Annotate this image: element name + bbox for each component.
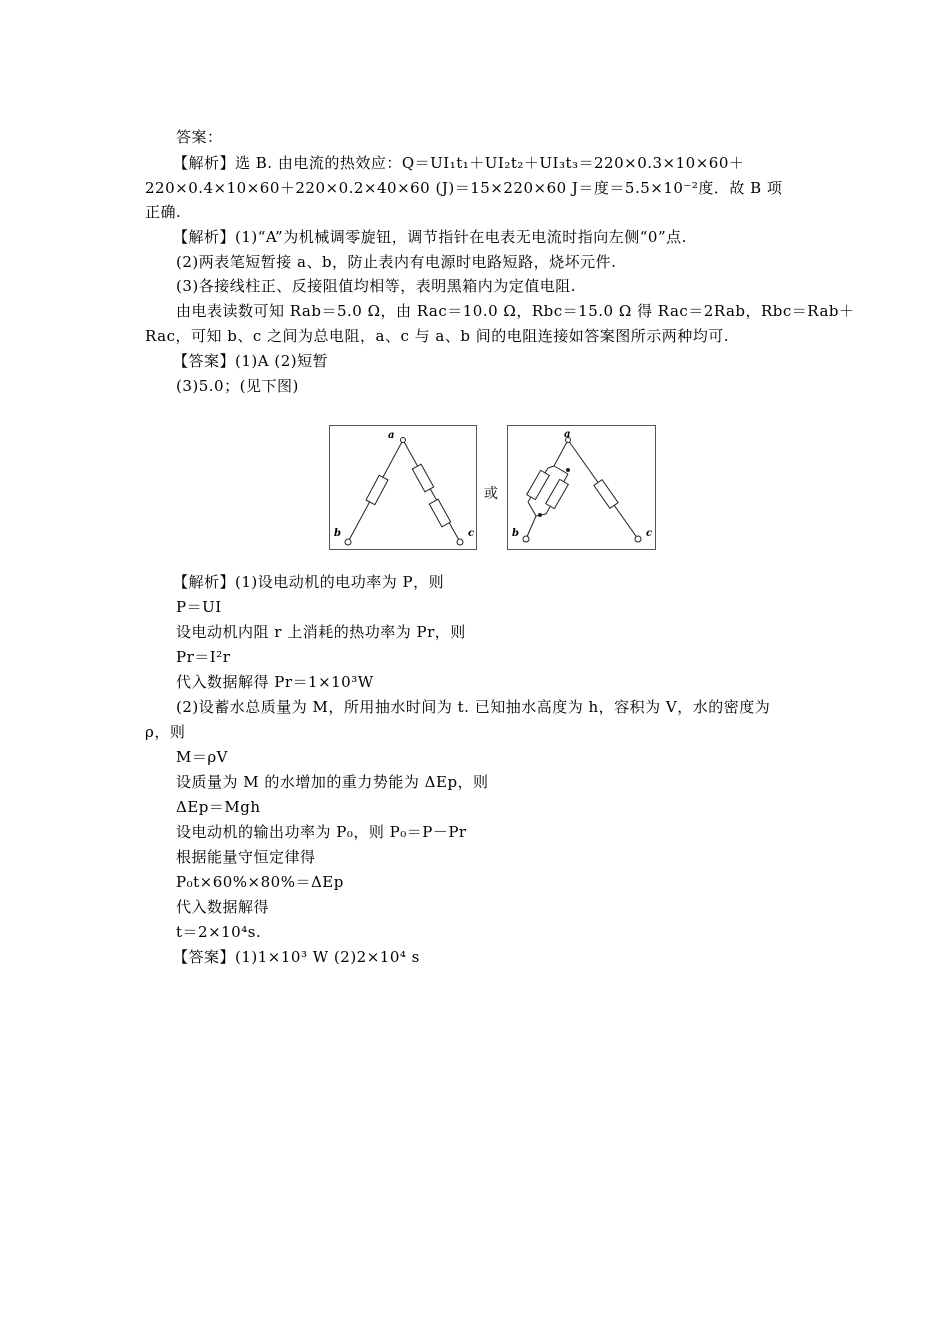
analysis-label: 【解析】: [173, 228, 236, 246]
answer-label: 【答案】: [173, 948, 236, 966]
solution-3-line-8: M＝ρV: [176, 748, 229, 766]
node-a-label: a: [388, 430, 395, 441]
analysis-label: 【解析】: [173, 154, 236, 172]
solution-3-line-9: 设质量为 M 的水增加的重力势能为 ΔEp，则: [176, 773, 489, 791]
solution-3-line-15: t＝2×10⁴s.: [176, 923, 262, 941]
answer-2-text: (1)A (2)短暂: [235, 352, 329, 370]
solution-3-line-2: P＝UI: [176, 598, 222, 616]
solution-3-line-7: ρ，则: [145, 723, 186, 741]
solution-1-line-2: 220×0.4×10×60＋220×0.2×40×60 (J)＝15×220×60 J＝度＝5.5×10⁻²度．故 B 项: [145, 179, 783, 197]
solution-1-text: 选 B. 由电流的热效应：: [235, 154, 402, 172]
answer-label: 【答案】: [173, 352, 236, 370]
solution-3-text: (1)设电动机的电功率为 P，则: [235, 573, 445, 591]
solution-3-line-13: P₀t×60%×80%＝ΔEp: [176, 873, 344, 891]
answer-2-line-1: [173, 351, 328, 371]
node-b-label: b: [334, 528, 341, 539]
node-c-label: c: [468, 528, 475, 539]
circuit-diagram-right: [507, 425, 656, 550]
solution-3-line-11: 设电动机的输出功率为 P₀，则 P₀＝P－Pr: [176, 823, 467, 841]
or-label: 或: [484, 486, 498, 502]
solution-3-line-6: (2)设蓄水总质量为 M，所用抽水时间为 t. 已知抽水高度为 h，容积为 V，水的密度为: [176, 698, 771, 716]
solution-3-line-12: 根据能量守恒定律得: [176, 848, 316, 866]
answer-3-text: (1)1×10³ W (2)2×10⁴ s: [235, 948, 420, 966]
solution-3-line-5: 代入数据解得 Pr＝1×10³W: [176, 673, 374, 691]
solution-1-line-3: 正确.: [145, 203, 182, 221]
circuit-diagram-left: [329, 425, 477, 550]
solution-2-text: (1)“A”为机械调零旋钮，调节指针在电表无电流时指向左侧“0”点.: [235, 228, 687, 246]
solution-2-line-3: (3)各接线柱正、反接阻值均相等，表明黑箱内为定值电阻.: [176, 277, 577, 295]
solution-3-line-4: Pr＝I²r: [176, 648, 231, 666]
solution-2-line-4: 由电表读数可知 Rab＝5.0 Ω，由 Rac＝10.0 Ω，Rbc＝15.0 Ω 得 Rac＝2Rab，Rbc＝Rab＋: [176, 302, 855, 320]
answer-3-line: [173, 947, 420, 967]
node-a-label: a: [564, 429, 571, 440]
answer-header: 答案：: [176, 128, 223, 146]
node-b-label: b: [512, 528, 519, 539]
solution-2-line-5: Rac，可知 b、c 之间为总电阻，a、c 与 a、b 间的电阻连接如答案图所示两种均可.: [145, 327, 729, 345]
solution-3-line-10: ΔEp＝Mgh: [176, 798, 261, 816]
node-c-label: c: [646, 528, 653, 539]
solution-2-line-2: (2)两表笔短暂接 a、b，防止表内有电源时电路短路，烧坏元件.: [176, 253, 617, 271]
solution-3-line-14: 代入数据解得: [176, 898, 270, 916]
solution-2-line-1: [173, 227, 687, 247]
analysis-label: 【解析】: [173, 573, 236, 591]
solution-3-line-1: [173, 572, 444, 592]
solution-1-line-1: [173, 153, 744, 173]
solution-3-line-3: 设电动机内阻 r 上消耗的热功率为 Pr，则: [176, 623, 466, 641]
answer-2-line-2: (3)5.0；(见下图): [176, 377, 299, 395]
solution-1-formula: Q＝UI₁t₁＋UI₂t₂＋UI₃t₃＝220×0.3×10×60＋: [401, 154, 745, 172]
